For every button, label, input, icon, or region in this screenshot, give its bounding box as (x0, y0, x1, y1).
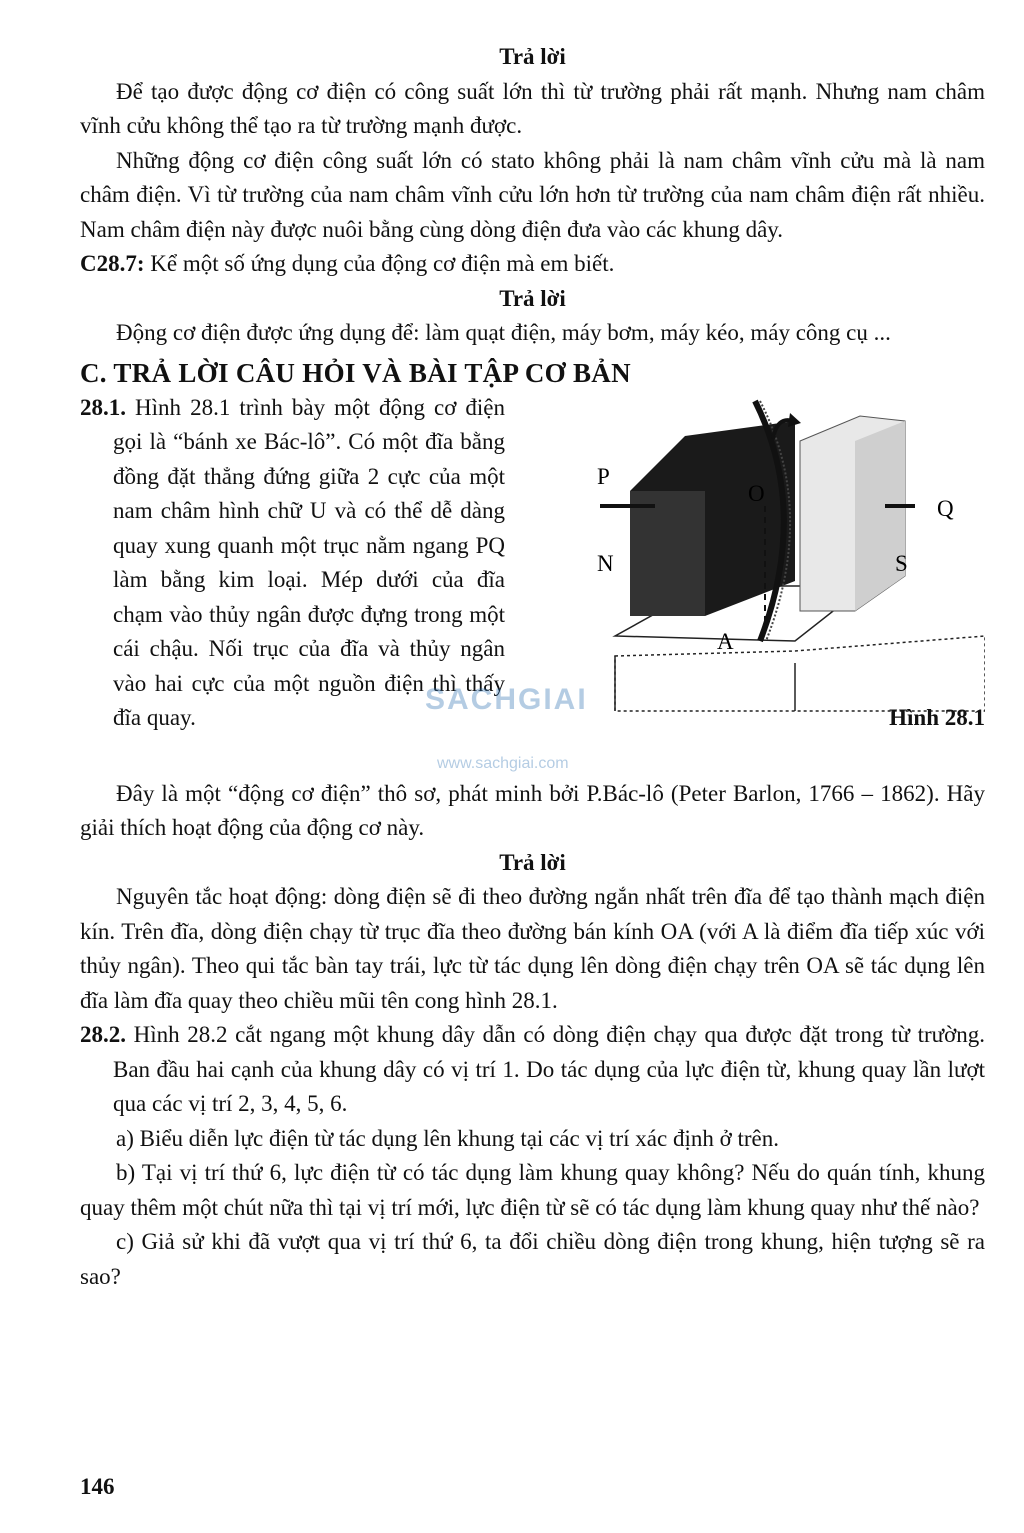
label-s: S (895, 550, 908, 576)
answer-paragraph: Để tạo được động cơ điện có công suất lớn thì từ trường phải rất mạnh. Nhưng nam châm vĩnh cửu không thể tạo ra từ trường mạnh được. (80, 78, 985, 138)
answer-paragraph: Những động cơ điện công suất lớn có stato không phải là nam châm vĩnh cửu mà là nam châm điện. Vì từ trường của nam châm vĩnh cửu lớn hơn từ trường của nam châm điện rất nhiều. Nam châm điện này được nuôi bằng cùng dòng điện đưa vào các khung dây. (80, 147, 985, 242)
label-q: Q (937, 495, 954, 521)
question-28-1 (80, 391, 505, 736)
question-text: Hình 28.1 trình bày một động cơ điện gọi là “bánh xe Bác-lô”. Có một đĩa bằng đồng đặt thẳng đứng giữa 2 cực của một nam châm hình chữ U và có thể dễ dàng quay xung quanh một trục nằm ngang PQ làm bằng kim loại. Mép dưới của đĩa chạm vào thủy ngân được đựng trong một cái chậu. Nối trục của đĩa và thủy ngân vào hai cực của một nguồn điện thì thấy đĩa quay. (113, 394, 505, 730)
answer-heading: Trả lời (499, 44, 566, 69)
barlow-wheel-figure (585, 381, 985, 751)
question-c28-7 (80, 247, 985, 282)
page-content (80, 40, 985, 1294)
label-o: O (748, 480, 765, 506)
label-a: A (717, 628, 734, 654)
label-p: P (597, 463, 610, 489)
answer-paragraph: Động cơ điện được ứng dụng để: làm quạt điện, máy bơm, máy kéo, máy công cụ ... (116, 320, 891, 345)
figure-caption: Hình 28.1 (889, 704, 985, 730)
watermark-logo: SACHGIAI (425, 683, 588, 716)
sub-question-c: c) Giả sử khi đã vượt qua vị trí thứ 6, ta đổi chiều dòng điện trong khung, hiện tượng sẽ ra sao? (80, 1229, 985, 1289)
answer-heading: Trả lời (499, 285, 566, 311)
sub-question-a: a) Biểu diễn lực điện từ tác dụng lên khung tại các vị trí xác định ở trên. (116, 1125, 780, 1151)
question-label: 28.1. (80, 394, 126, 420)
watermark-url: www.sachgiai.com (437, 755, 569, 772)
section-title: C. TRẢ LỜI CÂU HỎI VÀ BÀI TẬP CƠ BẢN (80, 357, 631, 388)
question-28-2 (80, 1018, 985, 1122)
exercise-28-1-text (80, 391, 505, 736)
answer-heading: Trả lời (499, 849, 566, 875)
sub-question-b: b) Tại vị trí thứ 6, lực điện từ có tác dụng làm khung quay không? Nếu do quán tính, khung quay thêm một chút nữa thì tại vị trí mới, lực điện từ sẽ có tác dụng làm khung quay như thế nào? (80, 1160, 985, 1220)
page-number: 146 (80, 1474, 115, 1499)
question-label: 28.2. (80, 1022, 126, 1047)
answer-paragraph: Nguyên tắc hoạt động: dòng điện sẽ đi theo đường ngắn nhất trên đĩa để tạo thành mạch điện kín. Trên đĩa, dòng điện chạy từ trục đĩa theo đường bán kính OA (với A là điểm đĩa tiếp xúc với thủy ngân). Theo qui tắc bàn tay trái, lực từ tác dụng lên dòng điện chạy trên OA sẽ tác dụng lên đĩa làm đĩa quay theo chiều mũi tên cong hình 28.1. (80, 884, 985, 1013)
label-n: N (597, 550, 614, 576)
question-text: Kể một số ứng dụng của động cơ điện mà em biết. (150, 251, 615, 276)
question-continuation: Đây là một “động cơ điện” thô sơ, phát minh bởi P.Bác-lô (Peter Barlon, 1766 – 1862). Hãy giải thích hoạt động của động cơ này. (80, 780, 985, 840)
question-label: C28.7: (80, 251, 145, 276)
exercise-28-1-block (80, 391, 985, 777)
question-text: Hình 28.2 cắt ngang một khung dây dẫn có dòng điện chạy qua được đặt trong từ trường. Ban đầu hai cạnh của khung dây có vị trí 1. Do tác dụng của lực điện từ, khung quay lần lượt qua các vị trí 2, 3, 4, 5, 6. (113, 1022, 985, 1116)
